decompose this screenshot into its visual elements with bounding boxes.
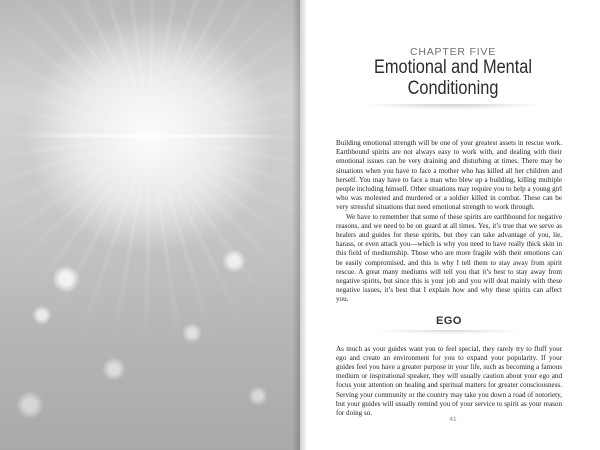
body-paragraph: Building emotional strength will be one of your greatest assets in rescue work. Earthbound spirits are not always easy to work with, and dealing with their emotional issues can be very draining and disturbing at times. There may be situations when you have to face a mother who has killed all her children and herself. You may have to face a man who blew up a building, killing multiple people including himself. Other situations may require you to help a young girl who was molested and murdered or a soldier killed in combat. These can be very stressful situations that need emotional strength to work through. [336, 139, 562, 212]
section-divider-shadow [336, 330, 562, 340]
title-divider-shadow [324, 104, 582, 118]
page-number: 41 [449, 416, 457, 423]
section-heading: EGO [436, 314, 462, 327]
body-paragraph: We have to remember that some of these spirits are earthbound for negative reasons, and we need to be on guard at all times. Yes, it’s true that we serve as healers and guides for these spirits, but they can take advantage of you, lie, harass, or even attack you—which is why you need to have really thick skin in this field of mediumship. Those who are more fragile with their emotions can be easily compromised, and this is why I tell them to stay away from spirit rescue. A great many mediums will tell you that it’s best to stay away from negative spirits, but since this is your job and you will deal mainly with these negative issues, it’s best that I explain how and why these spirits can affect you. [336, 212, 562, 304]
chapter-title-line-2: Conditioning [407, 78, 499, 99]
book-spine-shadow [292, 0, 306, 450]
chapter-title [327, 57, 580, 99]
chapter-label: CHAPTER FIVE [409, 46, 497, 58]
chapter-body [336, 139, 562, 418]
chapter-title-line-1: Emotional and Mental [373, 57, 533, 78]
text-page [306, 0, 600, 450]
section-paragraph: As much as your guides want you to feel special, they rarely try to fluff your ego and create an environment for you to expand your popularity. If your guides feel you have a greater purpose in your life, such as becoming a famous medium or inspirational speaker, they will usually caution about your ego and focus your attention on healing and spiritual matters for greater consciousness. Serving your community or the country may take you down a road of notoriety, but your guides will usually remind you of your service to spirit as your reason for doing so. [336, 344, 562, 418]
light-flare [10, 133, 290, 139]
